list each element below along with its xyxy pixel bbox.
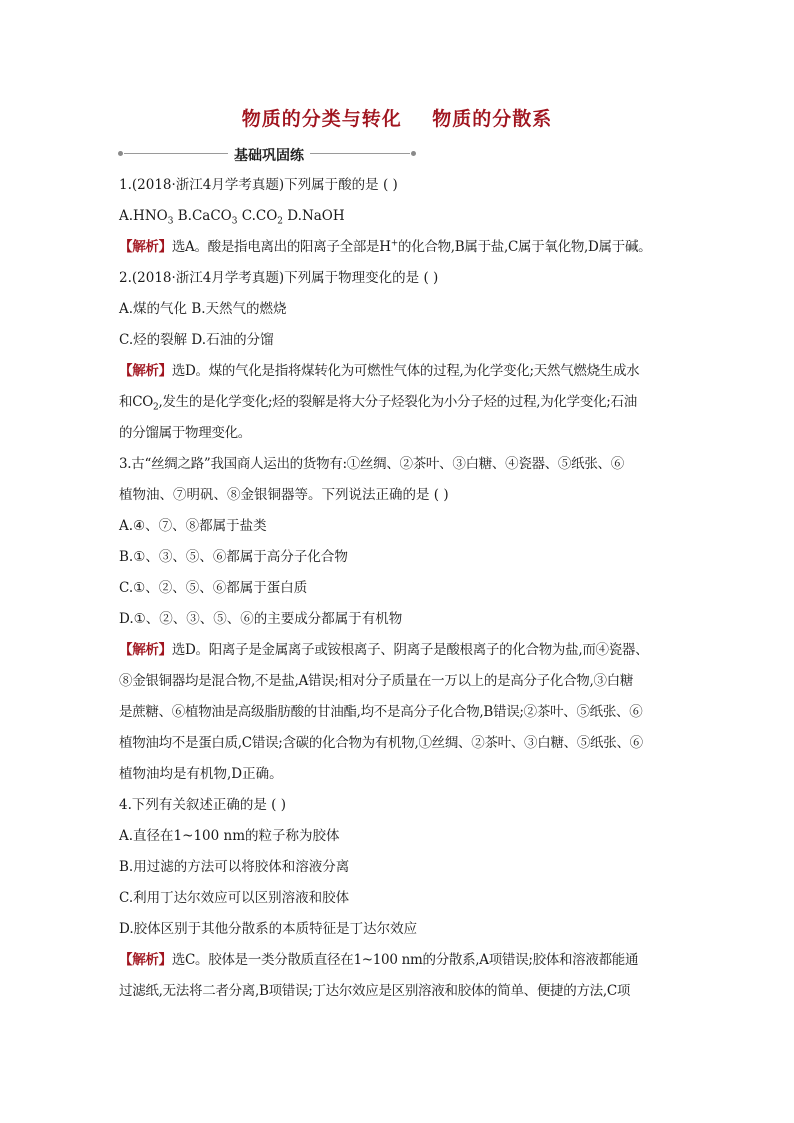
q2-options-cd: C.烃的裂解 D.石油的分馏 xyxy=(119,332,274,348)
section-label: 基础巩固练 xyxy=(234,148,304,164)
q3-option-d: D.①、②、③、⑤、⑥的主要成分都属于有机物 xyxy=(119,611,403,627)
divider-dot-right xyxy=(411,151,416,156)
divider-rule-left xyxy=(124,153,228,154)
q4-analysis-line: 【解析】选C。胶体是一类分散质直径在1~100 nm的分散系,A项错误;胶体和溶液都能通 xyxy=(119,952,639,968)
section-header xyxy=(118,145,416,163)
q3-analysis-line: 植物油均是有机物,D正确。 xyxy=(119,766,283,782)
q3-analysis-line: 是蔗糖、⑥植物油是高级脂肪酸的甘油酯,均不是高分子化合物,B错误;②茶叶、⑤纸张、⑥ xyxy=(119,704,643,720)
q4-option-b: B.用过滤的方法可以将胶体和溶液分离 xyxy=(119,859,350,875)
analysis-tag: 【解析】 xyxy=(119,239,172,255)
q3-stem-line: 植物油、⑦明矾、⑧金银铜器等。下列说法正确的是 ( ) xyxy=(119,487,449,503)
q3-option-b: B.①、③、⑤、⑥都属于高分子化合物 xyxy=(119,549,348,565)
divider-rule-right xyxy=(310,153,410,154)
q2-options-ab: A.煤的气化 B.天然气的燃烧 xyxy=(119,301,287,317)
q4-analysis-line: 过滤纸,无法将二者分离,B项错误;丁达尔效应是区别溶液和胶体的简单、便捷的方法,C项 xyxy=(119,983,631,999)
q4-option-d: D.胶体区别于其他分散系的本质特征是丁达尔效应 xyxy=(119,921,418,937)
q2-analysis-line: 的分馏属于物理变化。 xyxy=(119,425,251,441)
q1-options: $A.HNO_3$ B.CaCO$_3$ $C.CO_2$ D.NaOH xyxy=(119,208,345,227)
page-title: 物质的分类与转化 物质的分散系 xyxy=(241,108,553,130)
q3-analysis-line: ⑧金银铜器均是混合物,不是盐,A错误;相对分子质量在一万以上的是高分子化合物,③白糖 xyxy=(119,673,634,689)
question-list xyxy=(119,170,679,1007)
q1-analysis: 【解析】选A。酸是指电离出的阳离子全部是H+的化合物,B属于盐,C属于氧化物,D属于碱。 xyxy=(119,238,652,255)
q3-analysis-line: 【解析】选D。阳离子是金属离子或铵根离子、阴离子是酸根离子的化合物为盐,而④瓷器、 xyxy=(119,642,649,658)
q4-stem: 4.下列有关叙述正确的是 ( ) xyxy=(119,797,286,813)
analysis-tag: 【解析】 xyxy=(119,363,172,379)
analysis-tag: 【解析】 xyxy=(119,952,172,968)
q2-analysis-line: 和$CO_2$,发生的是化学变化;烃的裂解是将大分子烃裂化为小分子烃的过程,为化学变化;石油 xyxy=(119,394,637,413)
q1-stem: 1.(2018·浙江4月学考真题)下列属于酸的是 ( ) xyxy=(119,177,398,193)
divider-dot-left xyxy=(118,151,123,156)
analysis-tag: 【解析】 xyxy=(119,642,172,658)
q3-option-a: A.④、⑦、⑧都属于盐类 xyxy=(119,518,267,534)
q2-stem: 2.(2018·浙江4月学考真题)下列属于物理变化的是 ( ) xyxy=(119,270,439,286)
q3-analysis-line: 植物油均不是蛋白质,C错误;含碳的化合物为有机物,①丝绸、②茶叶、③白糖、⑤纸张、⑥ xyxy=(119,735,643,751)
q4-option-c: C.利用丁达尔效应可以区别溶液和胶体 xyxy=(119,890,350,906)
q3-option-c: C.①、②、⑤、⑥都属于蛋白质 xyxy=(119,580,308,596)
q2-analysis-line: 【解析】选D。煤的气化是指将煤转化为可燃性气体的过程,为化学变化;天然气燃烧生成水 xyxy=(119,363,640,379)
q4-option-a: A.直径在1~100 nm的粒子称为胶体 xyxy=(119,828,340,844)
q3-stem-line: 3.古“丝绸之路”我国商人运出的货物有:①丝绸、②茶叶、③白糖、④瓷器、⑤纸张、⑥ xyxy=(119,456,624,472)
